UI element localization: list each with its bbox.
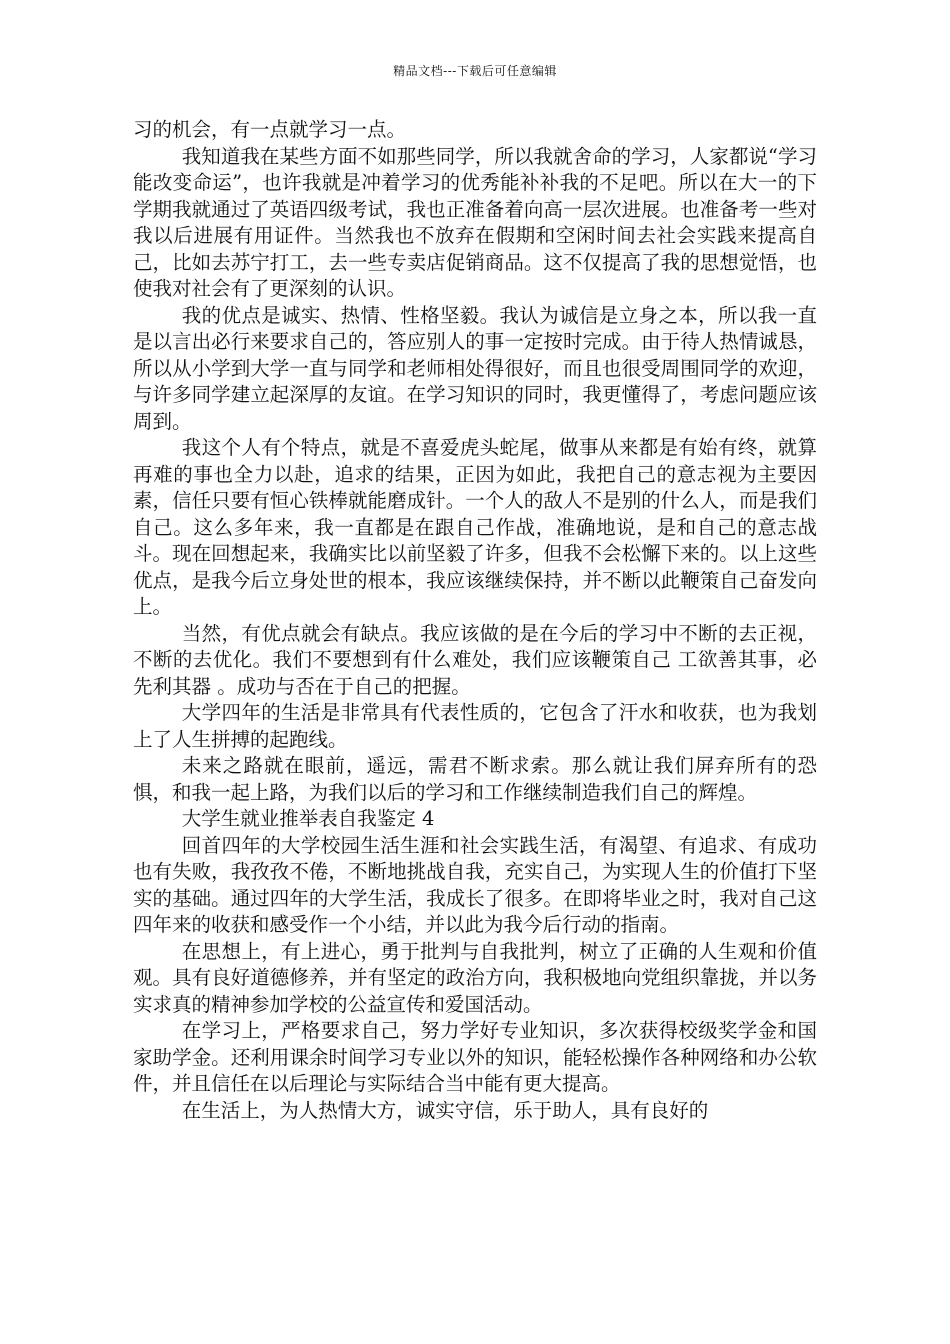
paragraph: 未来之路就在眼前，遥远，需君不断求索。那么就让我们屏弃所有的恐惧，和我一起上路，为我们以后的学习和工作继续制造我们自己的辉煌。 [133,754,817,804]
paragraph: 大学四年的生活是非常具有代表性质的，它包含了汗水和收获，也为我划上了人生拼搏的起跑线。 [133,701,817,751]
paragraph: 我知道我在某些方面不如那些同学，所以我就舍命的学习，人家都说“学习能改变命运”，也许我就是冲着学习的优秀能补补我的不足吧。所以在大一的下学期我就通过了英语四级考试，我也正准备着向高一层次进展。也准备考一些对我以后进展有用证件。当然我也不放弃在假期和空闲时间去社会实践来提高自己，比如去苏宁打工，去一些专卖店促销商品。这不仅提高了我的思想觉悟，也使我对社会有了更深刻的认识。 [133,144,817,300]
paragraph: 我的优点是诚实、热情、性格坚毅。我认为诚信是立身之本，所以我一直是以言出必行来要求自己的，答应别人的事一定按时完成。由于待人热情诚恳，所以从小学到大学一直与同学和老师相处得很好，而且也很受周围同学的欢迎，与许多同学建立起深厚的友谊。在学习知识的同时，我更懂得了，考虑问题应该周到。 [133,303,817,433]
paragraph: 在生活上，为人热情大方，诚实守信，乐于助人，具有良好的 [181,1098,709,1122]
paragraph: 在思想上，有上进心，勇于批判与自我批判，树立了正确的人生观和价值观。具有良好道德修养，并有坚定的政治方向，我积极地向党组织靠拢，并以务实求真的精神参加学校的公益宣传和爱国活动。 [133,939,817,1016]
page-header: 精品文档---下载后可任意编辑 [393,64,557,78]
paragraph: 我这个人有个特点，就是不喜爱虎头蛇尾，做事从来都是有始有终，就算再难的事也全力以赴，追求的结果，正因为如此，我把自己的意志视为主要因素，信任只要有恒心铁棒就能磨成针。一个人的敌人不是别的什么人，而是我们自己。这么多年来，我一直都是在跟自己作战，准确地说，是和自己的意志战斗。现在回想起来，我确实比以前坚毅了许多，但我不会松懈下来的。以上这些优点，是我今后立身处世的根本，我应该继续保持，并不断以此鞭策自己奋发向上。 [133,436,817,618]
paragraph: 回首四年的大学校园生活生涯和社会实践生活，有渴望、有追求、有成功也有失败，我孜孜不倦，不断地挑战自我，充实自己，为实现人生的价值打下坚实的基础。通过四年的大学生活，我成长了很多。在即将毕业之时，我对自己这四年来的收获和感受作一个小结，并以此为我今后行动的指南。 [133,833,817,936]
paragraph: 习的机会，有一点就学习一点。 [133,118,407,141]
paragraph: 在学习上，严格要求自己，努力学好专业知识，多次获得校级奖学金和国家助学金。还利用课余时间学习专业以外的知识，能轻松操作各种网络和办公软件，并且信任在以后理论与实际结合当中能有更大提高。 [133,1019,817,1095]
section-title: 大学生就业推举表自我鉴定 4 [181,807,435,830]
document-body [133,117,817,1124]
paragraph: 当然，有优点就会有缺点。我应该做的是在今后的学习中不断的去正视，不断的去优化。我们不要想到有什么难处，我们应该鞭策自己 工欲善其事，必先利其器 。成功与否在于自己的把握。 [133,621,817,698]
